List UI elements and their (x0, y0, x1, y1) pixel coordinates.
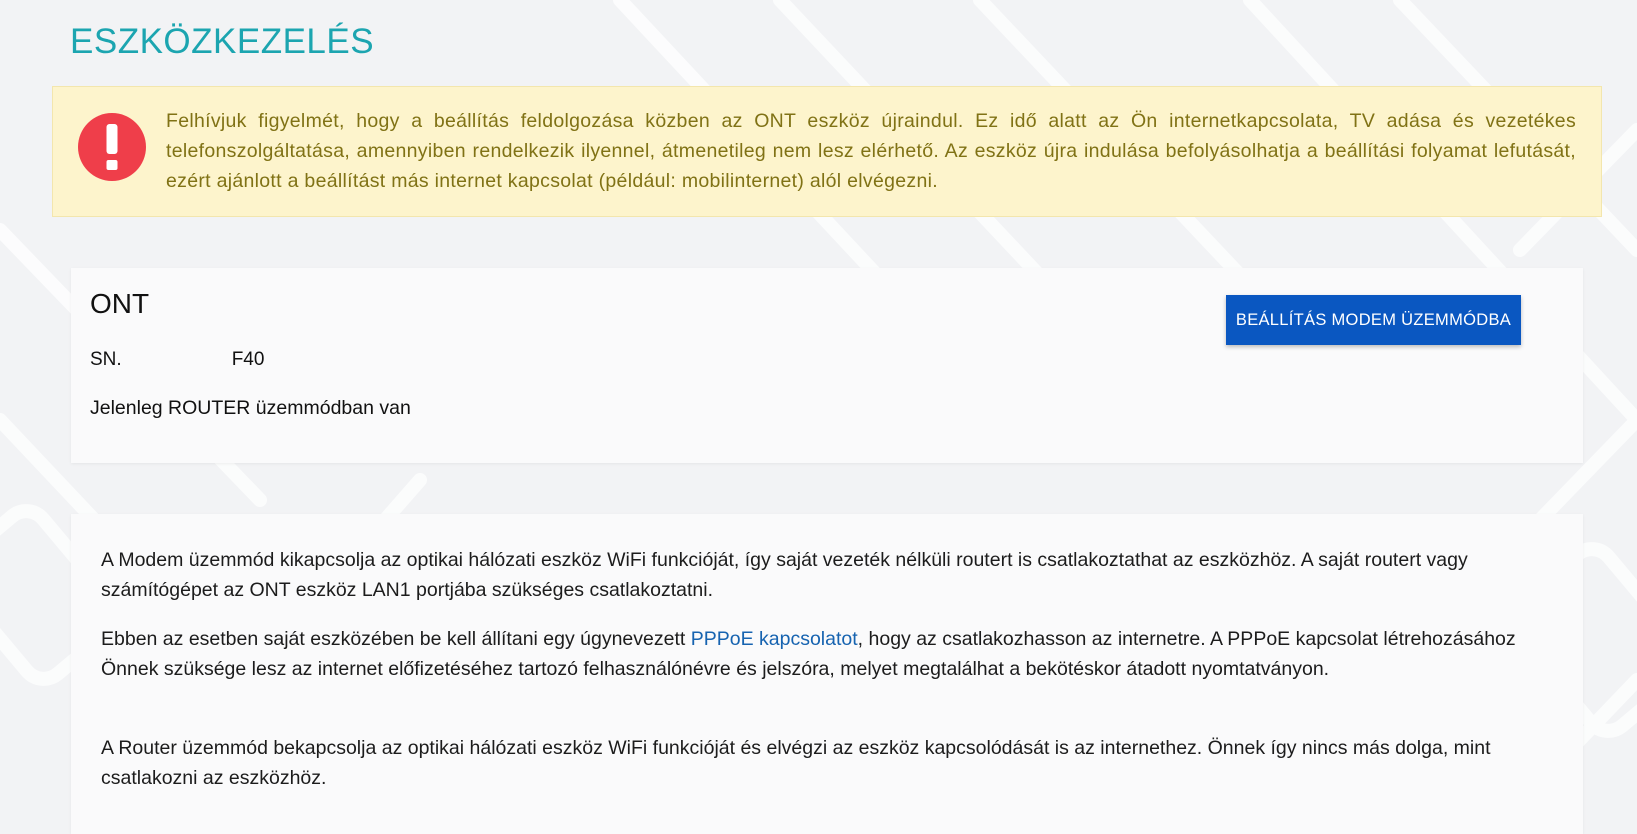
pppoe-text-before: Ebben az esetben saját eszközében be kell állítani egy úgynevezett (101, 628, 691, 650)
pppoe-text-after: , hogy az csatlakozhasson az internetre. A PPPoE kapcsolat létrehozásához Önnek szüksége lesz az internet előfizetéséhez tartozó felhasználónévre és jelszóra, melyet megtalálhat a bekötéskor átadott nyomtatványon. (101, 628, 1516, 680)
page-title: ESZKÖZKEZELÉS (70, 22, 375, 61)
info-paragraph-pppoe (101, 624, 1521, 684)
warning-text: Felhívjuk figyelmét, hogy a beállítás feldolgozása közben az ONT eszköz újraindul. Ez idő alatt az Ön internetkapcsolata, TV adása és vezetékes telefonszolgáltatása, amennyiben rendelkezik ilyennel, átmenetileg nem lesz elérhető. Az eszköz újra indulása befolyásolhatja a beállítási folyamat lefutását, ezért ajánlott a beállítást más internet kapcsolat (például: mobilinternet) alól elvégezni. (166, 110, 1576, 192)
device-card (71, 268, 1583, 463)
pppoe-link[interactable]: PPPoE kapcsolatot (690, 628, 858, 650)
info-paragraph-router: A Router üzemmód bekapcsolja az optikai hálózati eszköz WiFi funkcióját és elvégzi az eszköz kapcsolódását is az internethez. Önnek így nincs más dolga, mint csatlakozni az eszközhöz. (101, 737, 1491, 789)
set-modem-mode-button[interactable]: BEÁLLÍTÁS MODEM ÜZEMMÓDBA (1226, 295, 1521, 345)
info-paragraph-modem: A Modem üzemmód kikapcsolja az optikai hálózati eszköz WiFi funkcióját, így saját vezeték nélküli routert is csatlakoztathat az eszközhöz. A saját routert vagy számítógépet az ONT eszköz LAN1 portjába szükséges csatlakoztatni. (101, 549, 1468, 601)
info-card (71, 514, 1583, 834)
exclamation-circle-icon (77, 112, 147, 182)
device-mode-status: Jelenleg ROUTER üzemmódban van (90, 397, 411, 419)
warning-alert (52, 86, 1602, 217)
serial-prefix: SN. (90, 349, 122, 370)
device-serial (90, 347, 264, 371)
serial-redaction (122, 347, 232, 369)
device-name: ONT (90, 288, 150, 319)
serial-suffix: F40 (231, 349, 265, 370)
